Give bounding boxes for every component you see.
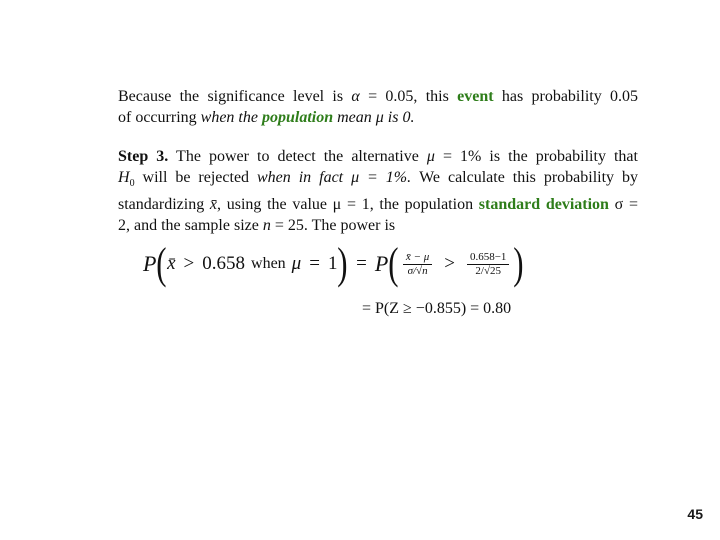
paragraph-line [118,215,638,236]
paragraph-line [118,146,638,167]
left-paren: ( [388,239,399,288]
text-span: , using the value μ = 1, the population [217,196,479,214]
text-span: = 1% is the probability that [434,148,638,165]
step-label: Step 3. [118,148,169,165]
equals-symbol: = [356,253,367,274]
left-paren: ( [156,239,167,288]
power-result: = P(Z ≥ −0.855) = 0.80 [362,300,512,317]
text-span: Because the significance level is [118,88,352,105]
value-fraction [467,251,509,278]
keyword-standard-deviation: standard deviation [478,196,609,214]
text-span: 2, and the sample size [118,217,263,235]
right-paren: ) [513,239,524,288]
text-span: standardizing [118,196,210,214]
equals-symbol: = [309,253,320,274]
text-span: We calculate this probability by [411,169,638,186]
gt-symbol: > [444,253,455,274]
mu-symbol: μ [291,253,302,274]
z-fraction [403,251,432,278]
text-span: of occurring [118,109,201,126]
xbar-symbol: x̄ [209,196,218,214]
power-formula [143,239,524,288]
paragraph-line [118,107,638,128]
text-span: has probability 0.05 [493,88,639,105]
mu-value: 1 [327,253,338,274]
paragraph-step-3 [118,146,638,236]
when-text: when [251,255,286,272]
paragraph-line [118,86,638,107]
italic-span: mean μ is 0. [333,109,415,126]
p-symbol: P [374,251,389,276]
h-subscript: 0 [129,178,135,190]
n-symbol: n [262,217,271,235]
fraction-denominator: 2/√25 [475,264,501,277]
h0-symbol [118,169,135,190]
fraction-numerator: x̄ − μ [403,251,432,265]
fraction-numerator: 0.658−1 [467,251,509,265]
text-span: The power to detect the alternative [168,148,427,165]
keyword-population: population [261,109,334,126]
threshold-value: 0.658 [202,253,246,274]
text-span: will be rejected [134,169,257,186]
keyword-event: event [457,88,494,105]
fraction-denominator: σ/√n [407,264,428,277]
h-letter: H [118,169,130,186]
text-span: = 25. The power is [270,217,396,235]
p-symbol: P [143,251,157,276]
gt-symbol: > [183,253,195,274]
page-number: 45 [687,506,703,522]
paragraph-line [118,167,638,194]
right-paren: ) [337,239,348,288]
paragraph-alpha [118,86,638,128]
paragraph-line [118,194,638,215]
mu-symbol: μ [426,148,435,165]
x-symbol: x̄ [167,253,176,274]
alpha-symbol: α [351,88,360,105]
text-span: σ = [608,196,639,214]
italic-span: when the [200,109,262,126]
text-span: = 0.05, this [359,88,458,105]
italic-span: when in fact μ = 1%. [257,169,412,186]
